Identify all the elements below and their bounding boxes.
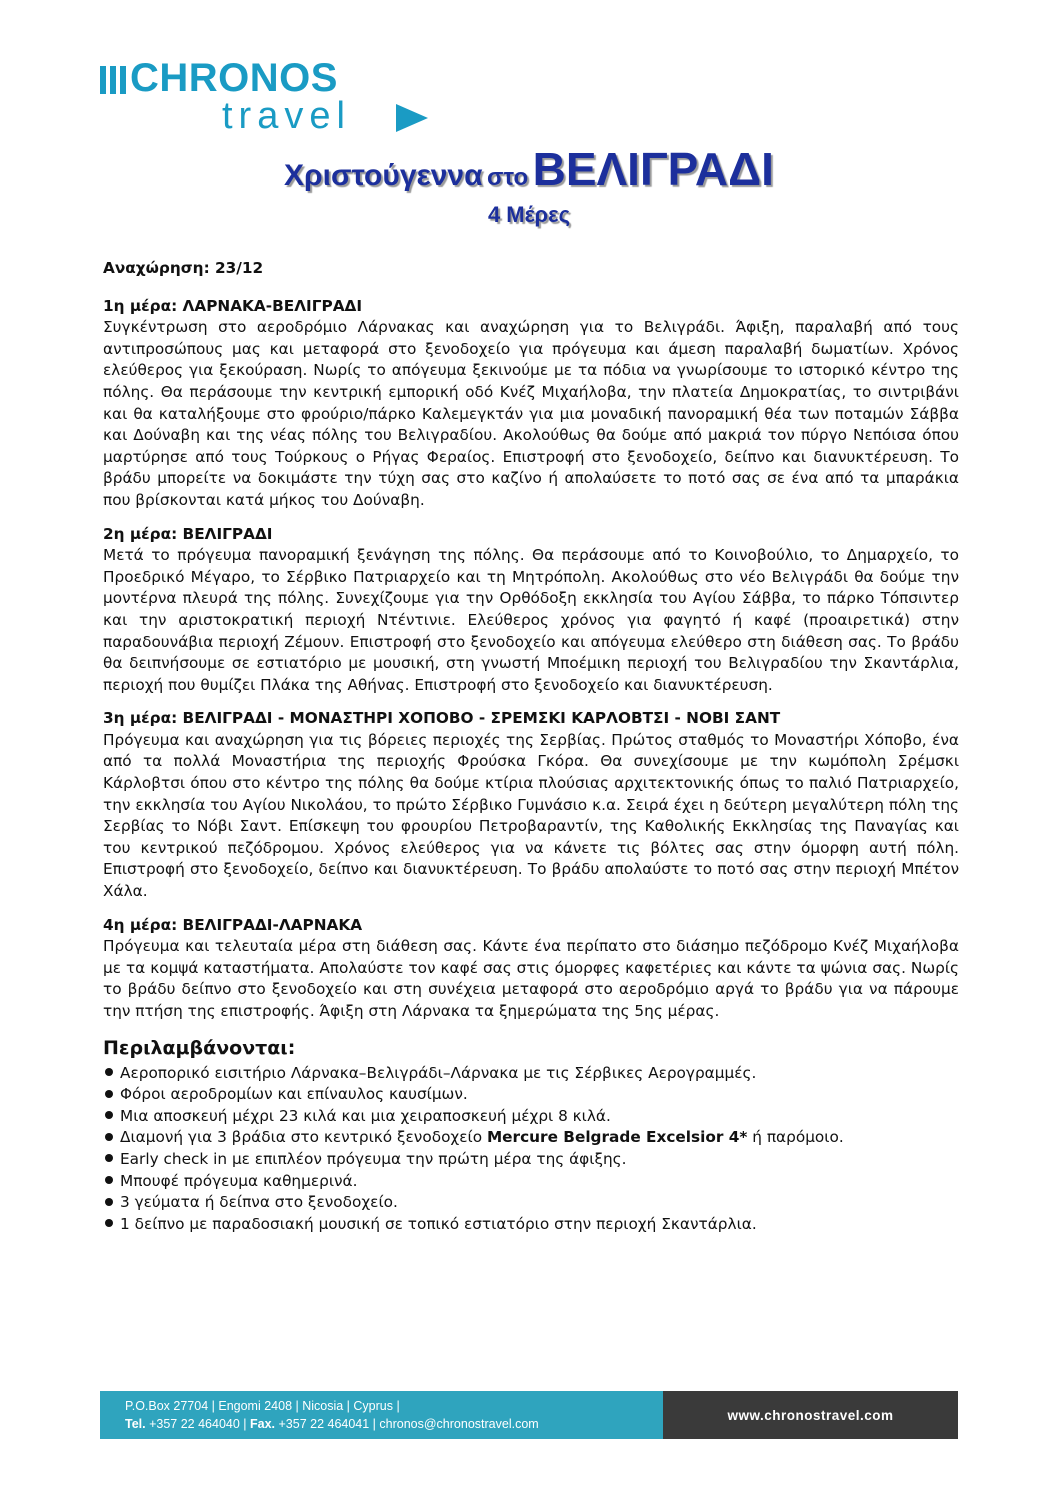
- day-section: [103, 524, 959, 697]
- page-subtitle: 4 Μέρες: [487, 202, 571, 227]
- day-description: Πρόγευμα και αναχώρηση για τις βόρειες περιοχές της Σερβίας. Πρώτος σταθμός το Μοναστήρι Χόποβο, ένα από τα πολλά Μοναστήρια της περιοχής Φρούσκα Γκόρα. Θα συνεχίσουμε με την κωμόπολη Σρέμσκι Κάρλοβτσι όπου στο κέντρο της πόλης θα δούμε κτίρια πλούσιας αρχιτεκτονικής όπως το παλιό Πατριαρχείο, την εκκλησία του Αγίου Νικολάου, το πρώτο Σέρβικο Γυμνάσιο κ.α. Σειρά έχει η δεύτερη μεγαλύτερη πόλη της Σερβίας το Νόβι Σαντ. Επίσκεψη του φρουρίου Πετροβαραντίν, της Καθολικής Εκκλησίας της Παναγίας και του κεντρικού πεζόδρομου. Χρόνος ελεύθερος για να κάνετε τις βόλτες σας στην όμορφη αυτή πόλη. Επιστροφή στο ξενοδοχείο, δείπνο και διανυκτέρευση. Το βράδυ απολαύστε το ποτό σας στην περιοχή Μπέτον Χάλα.: [103, 730, 959, 901]
- page-title: [0, 142, 1058, 196]
- day-title: 4η μέρα: ΒΕΛΙΓΡΑΔΙ-ΛΑΡΝΑΚΑ: [103, 915, 363, 934]
- list-item: [103, 1084, 959, 1106]
- list-item: [103, 1063, 959, 1085]
- bullet-icon: [105, 1133, 113, 1141]
- list-item-text: Φόροι αεροδρομίων και επίναυλος καυσίμων.: [120, 1085, 468, 1104]
- bullet-icon: [105, 1198, 113, 1206]
- list-item-text: 1 δείπνο με παραδοσιακή μουσική σε τοπικό εστιατόριο στην περιοχή Σκαντάρλια.: [120, 1214, 757, 1233]
- list-item-text: ή παρόμοιο.: [747, 1128, 844, 1147]
- day-title: 2η μέρα: ΒΕΛΙΓΡΑΔΙ: [103, 524, 273, 543]
- company-logo: [100, 58, 430, 138]
- list-item: [103, 1106, 959, 1128]
- day-description: Συγκέντρωση στο αεροδρόμιο Λάρνακας και αναχώρηση για το Βελιγράδι. Άφιξη, παραλαβή από τους αντιπροσώπους μας και μεταφορά στο ξενοδοχείο για πρόγευμα και άμεση παραλαβή δωματίων. Χρόνος ελεύθερος για ξεκούραση. Νωρίς το απόγευμα ξεκινούμε με τα πόδια να γνωρίσουμε το ιστορικό κέντρο της πόλης. Θα περάσουμε την κεντρική εμπορική οδό Κνέζ Μιχαήλοβα, την πλατεία Δημοκρατίας, το σιντριβάνι και θα καταλήξουμε στο φρούριο/πάρκο Καλεμεγκτάν για μια μοναδική πανοραμική θέα των ποταμών Σάββα και Δούναβη και της νέας πόλης του Βελιγραδίου. Ακολούθως θα δούμε από μακριά τον πύργο Νεπόισα όπου μαρτύρησε από τους Τούρκους ο Ρήγας Φεραίος. Επιστροφή στο ξενοδοχείο, δείπνο και διανυκτέρευση. Το βράδυ μπορείτε να δοκιμάστε την τύχη σας στο καζίνο ή απολαύσετε το ποτό σας σε ένα από τα μπαράκια που βρίσκονται κατά μήκος του Δούναβη.: [103, 318, 959, 509]
- day-section: [103, 708, 959, 902]
- footer-phone-line: [125, 1415, 663, 1433]
- includes-heading: Περιλαμβάνονται:: [103, 1036, 296, 1059]
- bullet-icon: [105, 1154, 113, 1162]
- day-description: Πρόγευμα και τελευταία μέρα στη διάθεση σας. Κάντε ένα περίπατο στο διάσημο πεζόδρομο Κνέζ Μιχαήλοβα με τα κομψά καταστήματα. Απολαύστε τον καφέ σας στις όμορφες καφετέριες και κάντε τα ψώνια σας. Νωρίς το βράδυ δείπνο στο ξενοδοχείο και στη συνέχεια μεταφορά στο αεροδρόμιο αργά το βράδυ για να πάρουμε την πτήση της επιστροφής. Άφιξη στη Λάρνακα τα ξημερώματα της 5ης μέρας.: [103, 937, 959, 1020]
- tel-number: +357 22 464040 |: [145, 1417, 250, 1431]
- footer: [100, 1391, 958, 1439]
- bullet-icon: [105, 1176, 113, 1184]
- list-item-text: Early check in με επιπλέον πρόγευμα την πρώτη μέρα της άφιξης.: [120, 1149, 627, 1168]
- title-part-christmas: Χριστούγεννα: [284, 159, 483, 192]
- logo-top-text: CHRONOS: [130, 56, 338, 100]
- departure-date: Αναχώρηση: 23/12: [103, 259, 264, 277]
- fax-and-email[interactable]: +357 22 464041 | chronos@chronostravel.com: [275, 1417, 539, 1431]
- list-item-text: Διαμονή για 3 βράδια στο κεντρικό ξενοδοχείο: [120, 1128, 487, 1147]
- list-item-text: Μια αποσκευή μέχρι 23 κιλά και μια χειραποσκευή μέχρι 8 κιλά.: [120, 1106, 611, 1125]
- bullet-icon: [105, 1219, 113, 1227]
- tel-label: Tel.: [125, 1417, 146, 1431]
- bullet-icon: [105, 1111, 113, 1119]
- fax-label: Fax.: [250, 1417, 276, 1431]
- bullet-icon: [105, 1068, 113, 1076]
- title-part-in: στο: [487, 164, 529, 191]
- list-item: [103, 1149, 959, 1171]
- hotel-name: Mercure Belgrade Excelsior 4*: [486, 1128, 748, 1147]
- includes-list: [103, 1063, 959, 1236]
- footer-contact: [100, 1391, 663, 1439]
- list-item: [103, 1214, 959, 1236]
- logo-bottom-text: travel: [222, 95, 351, 137]
- bullet-icon: [105, 1090, 113, 1098]
- list-item-text: 3 γεύματα ή δείπνα στο ξενοδοχείο.: [120, 1193, 398, 1212]
- logo-bars-icon: [100, 66, 126, 94]
- day-title: 3η μέρα: ΒΕΛΙΓΡΑΔΙ - ΜΟΝΑΣΤΗΡΙ ΧΟΠΟΒΟ - ΣΡΕΜΣΚΙ ΚΑΡΛΟΒΤΣΙ - ΝΟΒΙ ΣΑΝΤ: [103, 709, 781, 728]
- list-item: [103, 1127, 959, 1149]
- footer-address: P.O.Box 27704 | Engomi 2408 | Nicosia | Cyprus |: [125, 1399, 400, 1413]
- day-section: [103, 915, 959, 1023]
- day-title: 1η μέρα: ΛΑΡΝΑΚΑ-ΒΕΛΙΓΡΑΔΙ: [103, 296, 363, 315]
- day-description: Μετά το πρόγευμα πανοραμική ξενάγηση της πόλης. Θα περάσουμε από το Κοινοβούλιο, το Δημαρχείο, το Προεδρικό Μέγαρο, το Σέρβικο Πατριαρχείο και τη Μητρόπολη. Ακολούθως στο νέο Βελιγράδι θα δούμε την μοντέρνα πλευρά της πόλης. Συνεχίζουμε για την Ορθόδοξη εκκλησία του Αγίου Σάββα, το πάρκο Τόπσιντερ και την αριστοκρατική περιοχή Ντέντινιε. Ελεύθερος χρόνος για φαγητό ή καφέ (προαιρετικά) στην παραδουνάβια περιοχή Ζέμουν. Επιστροφή στο ξενοδοχείο και απόγευμα ελεύθερο στη διάθεση σας. Το βράδυ θα δειπνήσουμε σε εστιατόριο με μουσική, στη γνωστή Μποέμικη περιοχή του Βελιγραδίου την Σκαντάρλια, περιοχή που θυμίζει Πλάκα της Αθήνας. Επιστροφή στο ξενοδοχείο και διανυκτέρευση.: [103, 546, 959, 694]
- arrow-play-icon: [394, 102, 430, 134]
- list-item-text: Μπουφέ πρόγευμα καθημερινά.: [120, 1171, 358, 1190]
- list-item-text: Αεροπορικό εισιτήριο Λάρνακα–Βελιγράδι–Λάρνακα με τις Σέρβικες Αερογραμμές.: [120, 1063, 757, 1082]
- itinerary-content: [103, 258, 959, 1235]
- list-item: [103, 1171, 959, 1193]
- list-item: [103, 1192, 959, 1214]
- day-section: [103, 296, 959, 512]
- footer-website-link[interactable]: www.chronostravel.com: [663, 1391, 958, 1439]
- title-part-belgrade: ΒΕΛΙΓΡΑΔΙ: [532, 143, 774, 195]
